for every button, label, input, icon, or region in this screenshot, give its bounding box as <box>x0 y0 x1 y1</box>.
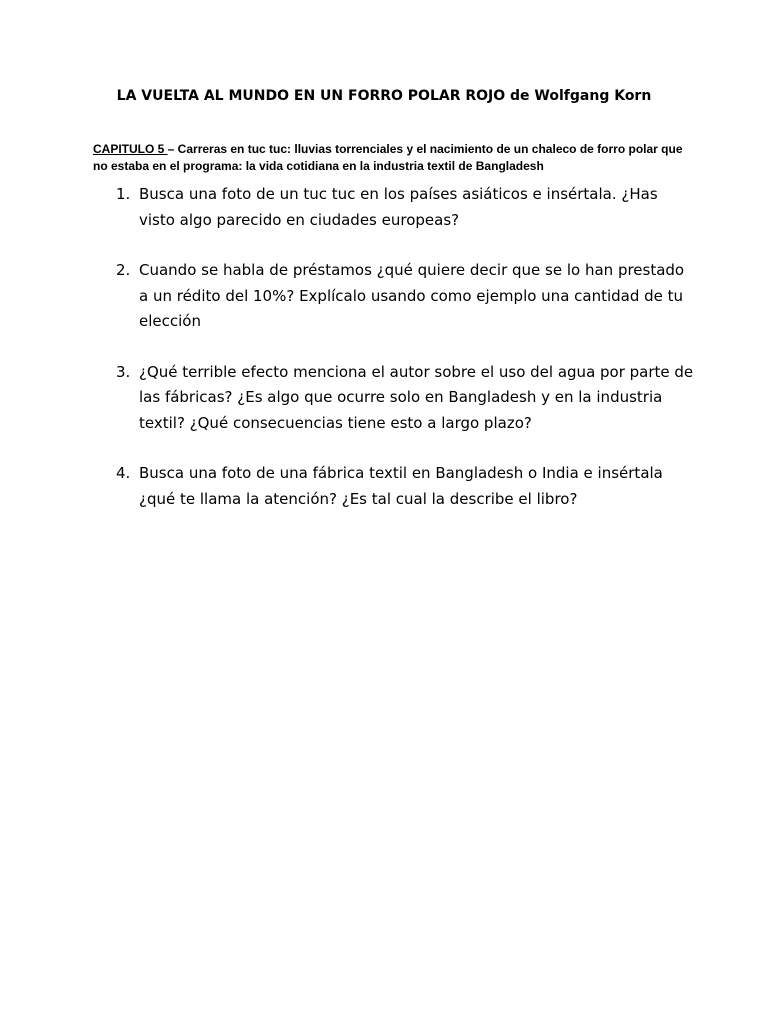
question-text: ¿Qué terrible efecto menciona el autor sobre el uso del agua por parte de las fábricas? ¿Es algo que ocurre solo en Bangladesh y en la industria textil? ¿Qué consecuencias tiene esto a largo plazo? <box>139 362 694 432</box>
question-item <box>116 461 696 512</box>
chapter-description: – Carreras en tuc tuc: lluvias torrenciales y el nacimiento de un chaleco de forro polar que no estaba en el programa: la vida cotidiana en la industria textil de Bangladesh <box>93 142 683 173</box>
question-number: 4. <box>116 464 131 482</box>
question-number: 2. <box>116 261 131 279</box>
question-text: Busca una foto de una fábrica textil en Bangladesh o India e insértala ¿qué te llama la atención? ¿Es tal cual la describe el libro? <box>139 464 663 508</box>
question-number: 1. <box>116 185 131 203</box>
question-number: 3. <box>116 362 131 381</box>
question-item <box>116 258 696 335</box>
question-text: Cuando se habla de préstamos ¿qué quiere decir que se lo han prestado a un rédito del 10%? Explícalo usando como ejemplo una cantidad de tu elección <box>139 261 685 330</box>
chapter-label: CAPITULO 5 <box>93 142 168 156</box>
question-item <box>116 182 696 233</box>
question-text: Busca una foto de un tuc tuc en los países asiáticos e insértala. ¿Has visto algo parecido en ciudades europeas? <box>139 185 658 229</box>
document-title: LA VUELTA AL MUNDO EN UN FORRO POLAR ROJO de Wolfgang Korn <box>116 88 652 104</box>
chapter-heading <box>93 141 693 175</box>
question-item <box>116 360 696 437</box>
question-list <box>116 182 696 537</box>
